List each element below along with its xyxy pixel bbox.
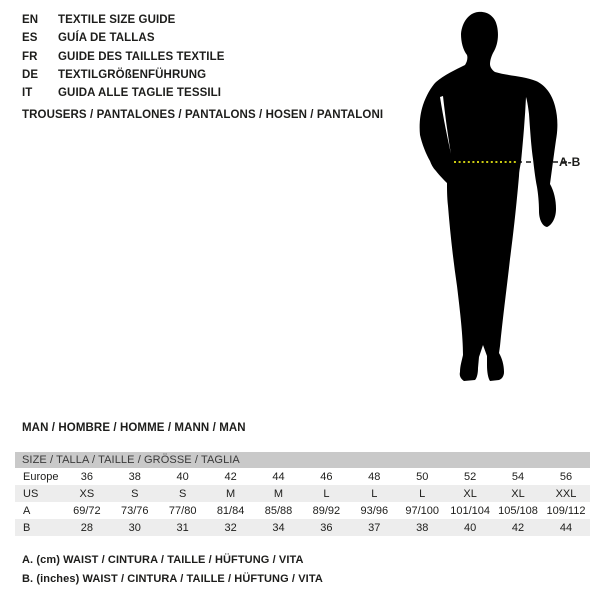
table-row-europe: [15, 468, 590, 485]
row-label: Europe: [23, 470, 59, 483]
cell: 48: [368, 470, 381, 483]
language-row-it: [22, 84, 225, 102]
cell: 93/96: [360, 504, 389, 517]
language-title: GUIDA ALLE TAGLIE TESSILI: [58, 87, 222, 100]
language-code: ES: [22, 32, 38, 45]
cell: 81/84: [216, 504, 245, 517]
cell: 28: [80, 521, 93, 534]
row-label: US: [23, 487, 39, 500]
cell: 46: [320, 470, 333, 483]
category-title: TROUSERS / PANTALONES / PANTALONS / HOSEN / PANTALONI: [22, 109, 384, 121]
language-list: [22, 11, 225, 102]
cell: 40: [463, 521, 477, 534]
language-code: FR: [22, 50, 38, 63]
cell: XL: [511, 487, 525, 500]
cell: 38: [416, 521, 429, 534]
cell: 44: [272, 470, 285, 483]
cell: XS: [79, 487, 95, 500]
cell: XXL: [555, 487, 577, 500]
cell: 109/112: [546, 504, 586, 517]
cell: 44: [559, 521, 573, 534]
cell: M: [273, 487, 284, 500]
man-silhouette-svg: [390, 0, 600, 420]
cell: 89/92: [312, 504, 341, 517]
language-row-de: [22, 66, 225, 84]
cell: XL: [463, 487, 477, 500]
language-code: IT: [22, 87, 33, 100]
cell: 54: [511, 470, 525, 483]
table-row-a-cm: [15, 502, 590, 519]
man-silhouette-shape: [420, 12, 558, 381]
cell: 42: [224, 470, 237, 483]
size-table: [15, 452, 590, 536]
row-label: A: [23, 504, 31, 517]
language-title: TEXTILE SIZE GUIDE: [58, 14, 176, 27]
cell: 34: [272, 521, 285, 534]
footnotes: [22, 551, 323, 588]
table-row-us: [15, 485, 590, 502]
size-table-header: SIZE / TALLA / TAILLE / GRÖSSE / TAGLIA: [15, 452, 590, 468]
cell: 101/104: [450, 504, 490, 517]
cell: 85/88: [264, 504, 293, 517]
cell: 69/72: [73, 504, 101, 517]
language-code: DE: [22, 69, 39, 82]
cell: 50: [416, 470, 429, 483]
section-title: MAN / HOMBRE / HOMME / MANN / MAN: [22, 422, 246, 434]
language-title: TEXTILGRÖßENFÜHRUNG: [58, 69, 207, 82]
table-row-b-inches: [15, 519, 590, 536]
cell: 42: [511, 521, 525, 534]
cell: 77/80: [168, 504, 197, 517]
language-title: GUIDE DES TAILLES TEXTILE: [58, 50, 225, 63]
language-code: EN: [22, 14, 39, 27]
cell: L: [323, 487, 330, 500]
cell: 52: [463, 470, 477, 483]
cell: 40: [176, 470, 189, 483]
cell: S: [179, 487, 187, 500]
cell: L: [419, 487, 426, 500]
language-row-es: [22, 29, 225, 47]
cell: 38: [128, 470, 141, 483]
cell: L: [371, 487, 378, 500]
cell: 32: [224, 521, 237, 534]
row-label: B: [23, 521, 31, 534]
cell: 30: [128, 521, 141, 534]
cell: 31: [176, 521, 189, 534]
cell: S: [131, 487, 139, 500]
cell: 36: [320, 521, 333, 534]
language-row-fr: [22, 48, 225, 66]
footnote-b: B. (inches) WAIST / CINTURA / TAILLE / HÜFTUNG / VITA: [22, 572, 323, 585]
measure-label: A-B: [559, 155, 581, 169]
size-table-header-row: [15, 452, 590, 468]
figure-area: [390, 0, 600, 420]
language-title: GUÍA DE TALLAS: [58, 32, 155, 45]
cell: 36: [80, 470, 93, 483]
cell: 56: [559, 470, 573, 483]
cell: 97/100: [405, 504, 440, 517]
language-row-en: [22, 11, 225, 29]
cell: M: [225, 487, 236, 500]
cell: 37: [368, 521, 381, 534]
cell: 73/76: [121, 504, 149, 517]
cell: 105/108: [498, 504, 538, 517]
footnote-a: A. (cm) WAIST / CINTURA / TAILLE / HÜFTUNG / VITA: [22, 554, 304, 566]
